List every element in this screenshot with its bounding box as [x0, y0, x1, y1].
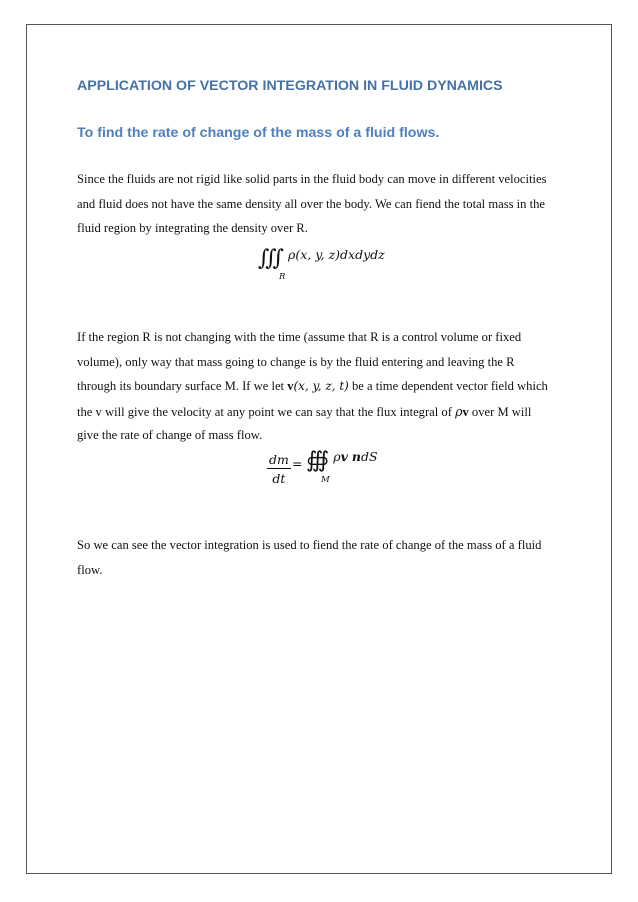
paragraph-flux	[77, 329, 577, 452]
vector-v: v	[462, 404, 469, 419]
paragraph-line	[77, 403, 577, 428]
text-run: through its boundary surface M. If we let	[77, 379, 288, 393]
equals-sign: =	[292, 456, 303, 471]
paragraph-line: Since the fluids are not rigid like solid parts in the fluid body can move in different velocities	[77, 172, 547, 186]
text-run: over M will	[468, 404, 532, 419]
paragraph-conclusion	[77, 537, 577, 586]
vector-v: v	[340, 449, 348, 464]
equation-integrand: ρ(x, y, z)dxdydz	[288, 247, 385, 262]
text-run: the v will give the velocity at any point we can say that the flux integral of	[77, 404, 456, 419]
paragraph-line: If the region R is not changing with the time (assume that R is a control volume or fixed	[77, 330, 522, 344]
equation-surface-integral	[306, 448, 378, 485]
paragraph-line: flow.	[77, 562, 103, 577]
paragraph-line: volume), only way that mass going to change is by the fluid entering and leaving the R	[77, 354, 515, 369]
fraction-numerator: dm	[269, 452, 289, 467]
triple-integral-symbol: ∭	[258, 246, 285, 271]
surface-element: dS	[360, 449, 378, 464]
rho-symbol: ρ	[333, 449, 341, 464]
paragraph-line: and fluid does not have the same density all over the body. We can fiend the total mass in the	[77, 196, 545, 211]
fraction-denominator: dt	[272, 471, 286, 486]
section-subheading: To find the rate of change of the mass of a fluid flows.	[77, 125, 440, 141]
paragraph-line	[77, 378, 577, 403]
document-heading: APPLICATION OF VECTOR INTEGRATION IN FLUID DYNAMICS	[77, 78, 503, 94]
closed-surface-integral-symbol: ∰	[306, 448, 330, 473]
paragraph-line: give the rate of change of mass flow.	[77, 428, 263, 442]
paragraph-line: So we can see the vector integration is used to fiend the rate of change of the mass of a fluid	[77, 538, 542, 552]
equation-triple-integral	[258, 246, 385, 282]
derivative-fraction	[267, 452, 291, 486]
integral-subscript: M	[321, 475, 330, 485]
paragraph-line: fluid region by integrating the density over R.	[77, 221, 308, 235]
paragraph-intro	[77, 171, 577, 245]
equation-integrand	[333, 449, 377, 464]
rho-symbol: ρ	[455, 403, 463, 419]
integral-subscript: R	[279, 272, 286, 282]
vector-args: (x, y, z, t)	[293, 379, 349, 393]
vector-v: v	[287, 379, 294, 393]
text-run: be a time dependent vector field which	[348, 379, 548, 393]
vector-n: n	[351, 449, 361, 464]
